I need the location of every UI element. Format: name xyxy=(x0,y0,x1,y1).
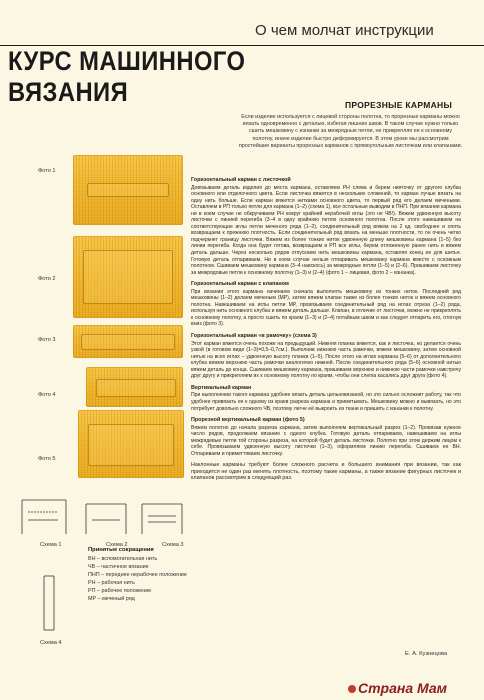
section-heading: Прорезной вертикальный карман (фото 5) xyxy=(191,417,305,424)
photo-3-knit xyxy=(73,325,183,358)
page-header-title: О чем молчат инструкции xyxy=(255,22,434,39)
section-text: При выполнении такого кармана удобнее вязать деталь цельновязаной, но это сильно осложнит работу, так что удобнее привязать ее к одному из краев разреза кармана и приметывать. Мешковину можно и вывязать, но это потребует довольно сложного ЧВ, поэтому легче её выкроить из ткани и пришить с изнанки к полотну. xyxy=(191,392,461,412)
abbreviation-item: ЧВ – частичное вязание xyxy=(88,564,149,570)
section-heading: Горизонтальный карман с клапаном xyxy=(191,281,289,288)
scheme-1-drawing xyxy=(22,500,66,534)
section-text: Довязываем деталь изделия до места кармана, оставляем РН слева и берем нияточку от другого клубка основного или отделочного цвета. Если листочка вяжется в нескольких сложений, то карман лучше вязать на одну нить больше. Если карман вяжется нитками основного цвета, то первый ряд его делаем мечеными. Оставляем в РП только петли для кармана (1–2) (схема 1), все остальные выводим в ПНП. При вязании кармана ни в коем случае не обкручиваем РН вокруг крайней нерабочей иглы (это не ЧВ!). Вяжем удвоенную высоту листочки с линией перегиба (3–4 в одну крайнюю петлю основного полотна. После этого навешиваем на соответствующие иглы петли меченого ряда (1–2), соединительный ряд вяжем на 2 кд. свободнее и опять возвращаем к прежнюю плотность. Если соединительный ряд вязать на меньше плотности, то он очень четко подчеркнет границу листочки. Вяжем из более тонких ниток удвоенную длину мешковины кармана (1–5) без линии перегиба. Когда она будет готова, возвращаем в РП все иглы, берем отложенную ранее нить и вяжем деталь дальше. Через несколько рядов отпускаем нить мешковины кармана, оставляя конец ее для шитья. Готовую деталь отпариваем. Ни в коем случае нельзя отпаривать мешковину кармана вместе с основным полотном. Сшиваем мешковину кармана (3–4 наискось) за межрядные петли (1–5) и (2–6). Пришиваем листочку за межрядовые петли к основному полотну (1–3) и (2–4) (фото 1 – лицевая, фото 2 – изнанка). xyxy=(191,184,461,276)
section-text: При вязании этого кармана начинаем сначала выполнять мешковину из тонких ниток. Последний ряд мешковины (1–2) делаем меченым (МР), затем вяжем клапан также из более тонких ниток и вяжем основного полотна. Навешиваем на иглы петли МР, провязываем соединительный ряд на иглах отреза (1–2) ряда, используя нить основного клубка и вяжем деталь дальше. Клапан, в отличие от листочки, можно не прикреплять к основному полотну, а просто сшить по краям (1–3) и (2–4) потайным швом и как следует отпарить его, отогнув вниз (фото 3). xyxy=(191,288,461,328)
section-text: Вяжем полотно до начала разреза кармана, затем выполняем вертикальный разрез (1–2). Провязав нужное число рядов, продолжаем вязание с одного клубка. Готовую деталь отпариваем, навешиваем на иглы межрядевые петли той стороны разреза, на которой будет деталь листочки. Полотно при этом держим лицом к себе. Провязываем удвоенную высоту листочки (1–3), оформляем линию перегиба. Сшиваем ее ВН. Отпариваем и приметтяваем листочку. xyxy=(191,424,461,457)
course-title xyxy=(8,46,245,108)
photo-4-knit xyxy=(86,367,183,407)
pocket-welt xyxy=(87,183,169,197)
abbreviation-item: ПНП – переднее нерабочее положение xyxy=(88,572,187,578)
abbreviation-item: ВН – вспомогательная нить xyxy=(88,556,158,562)
section-title: ПРОРЕЗНЫЕ КАРМАНЫ xyxy=(345,100,453,110)
course-title-line1: КУРС МАШИННОГО xyxy=(8,46,246,76)
section-text: Этот карман вяжется очень похоже на предыдущий. Нижняя планка вяжется, как и листочка, но делается очень узкой (в готовом виде (1–3)=0,5–0,7см.). Выполнив нижнюю часть рамочки, вяжем мешковину, затем основной нитью на всех иглах – удвоенную высоту планки (1–5). После этого на иглах кармана (5–6) от дополнительного клубка вяжем верхнюю часть рамочки аналогично нижней. После соединительного ряда (5–6) основной нитью вяжем деталь до конца. Сшиваем мешковину кармана, пришиваем верхнюю и нижнюю части рамочки навстречу друг другу и прикрепляем их к основному полотну по краям, чтобы они слегка касались друг друга (фото 4). xyxy=(191,340,461,380)
scheme-3-drawing xyxy=(142,504,182,534)
scheme-1-label: Схема 1 xyxy=(40,542,62,548)
abbreviation-item: РН – рабочая нить xyxy=(88,580,135,586)
watermark-text: Страна Мам xyxy=(358,680,448,696)
abbreviation-item: МР – меченый ряд xyxy=(88,596,135,602)
photo-5-knit xyxy=(78,410,184,478)
scheme-4-drawing xyxy=(34,572,74,636)
photo-2-label: Фото 2 xyxy=(38,276,56,282)
scheme-2-label: Схема 2 xyxy=(106,542,128,548)
pocket-frame xyxy=(96,379,176,397)
photo-5-label: Фото 5 xyxy=(38,456,56,462)
pocket-lining xyxy=(83,250,173,304)
article-body xyxy=(191,172,461,483)
photo-1-knit xyxy=(73,155,183,225)
abbreviation-item: РП – рабочее положение xyxy=(88,588,152,594)
intro-paragraph: Если изделие используется с лицевой стороны полотна, то прорезные карманы можно вязать одновременно с деталью, избегая лишних швов. В таком случае нужно только сшить мешковину с изнанки за межрядные петли, не прикрепляя ее к основному полотну, иначе изделие быстро деформируется. В этом уроке мы рассмотрим простейшие варианты прорезных карманов с прямоугольным листочкам или клапанами. xyxy=(238,114,463,149)
watermark-logo xyxy=(346,680,447,696)
author-signature: Е. А. Кузнецова xyxy=(405,651,448,657)
closing-text: Наклонные карманы требуют более сложного расчета и большего внимания при вязании, так как приходится не один раз менять плотность, поэтому такие карманы, а также вязание фигурных листочек и клапанов рассмотрим в следующий раз. xyxy=(191,462,461,482)
abbreviations-title: Принятые сокращения xyxy=(88,547,154,553)
section-heading: Горизонтальный карман «в рамочку» (схема 3) xyxy=(191,333,317,340)
watermark-dot-icon xyxy=(348,685,356,693)
section-heading: Вертикальный карман xyxy=(191,384,252,391)
course-title-line2: ВЯЗАНИЯ xyxy=(8,77,129,107)
photo-3-label: Фото 3 xyxy=(38,337,56,343)
photo-1-label: Фото 1 xyxy=(38,168,56,174)
scheme-2-drawing xyxy=(86,504,126,534)
schemes-drawing xyxy=(18,492,188,542)
scheme-3-label: Схема 3 xyxy=(162,542,184,548)
pocket-vertical xyxy=(88,424,174,466)
section-heading: Горизонтальный карман с листочкой xyxy=(191,177,291,183)
photo-4-label: Фото 4 xyxy=(38,392,56,398)
pocket-flap xyxy=(81,334,175,350)
photo-2-knit xyxy=(73,236,183,318)
scheme-4-label: Схема 4 xyxy=(40,640,62,646)
